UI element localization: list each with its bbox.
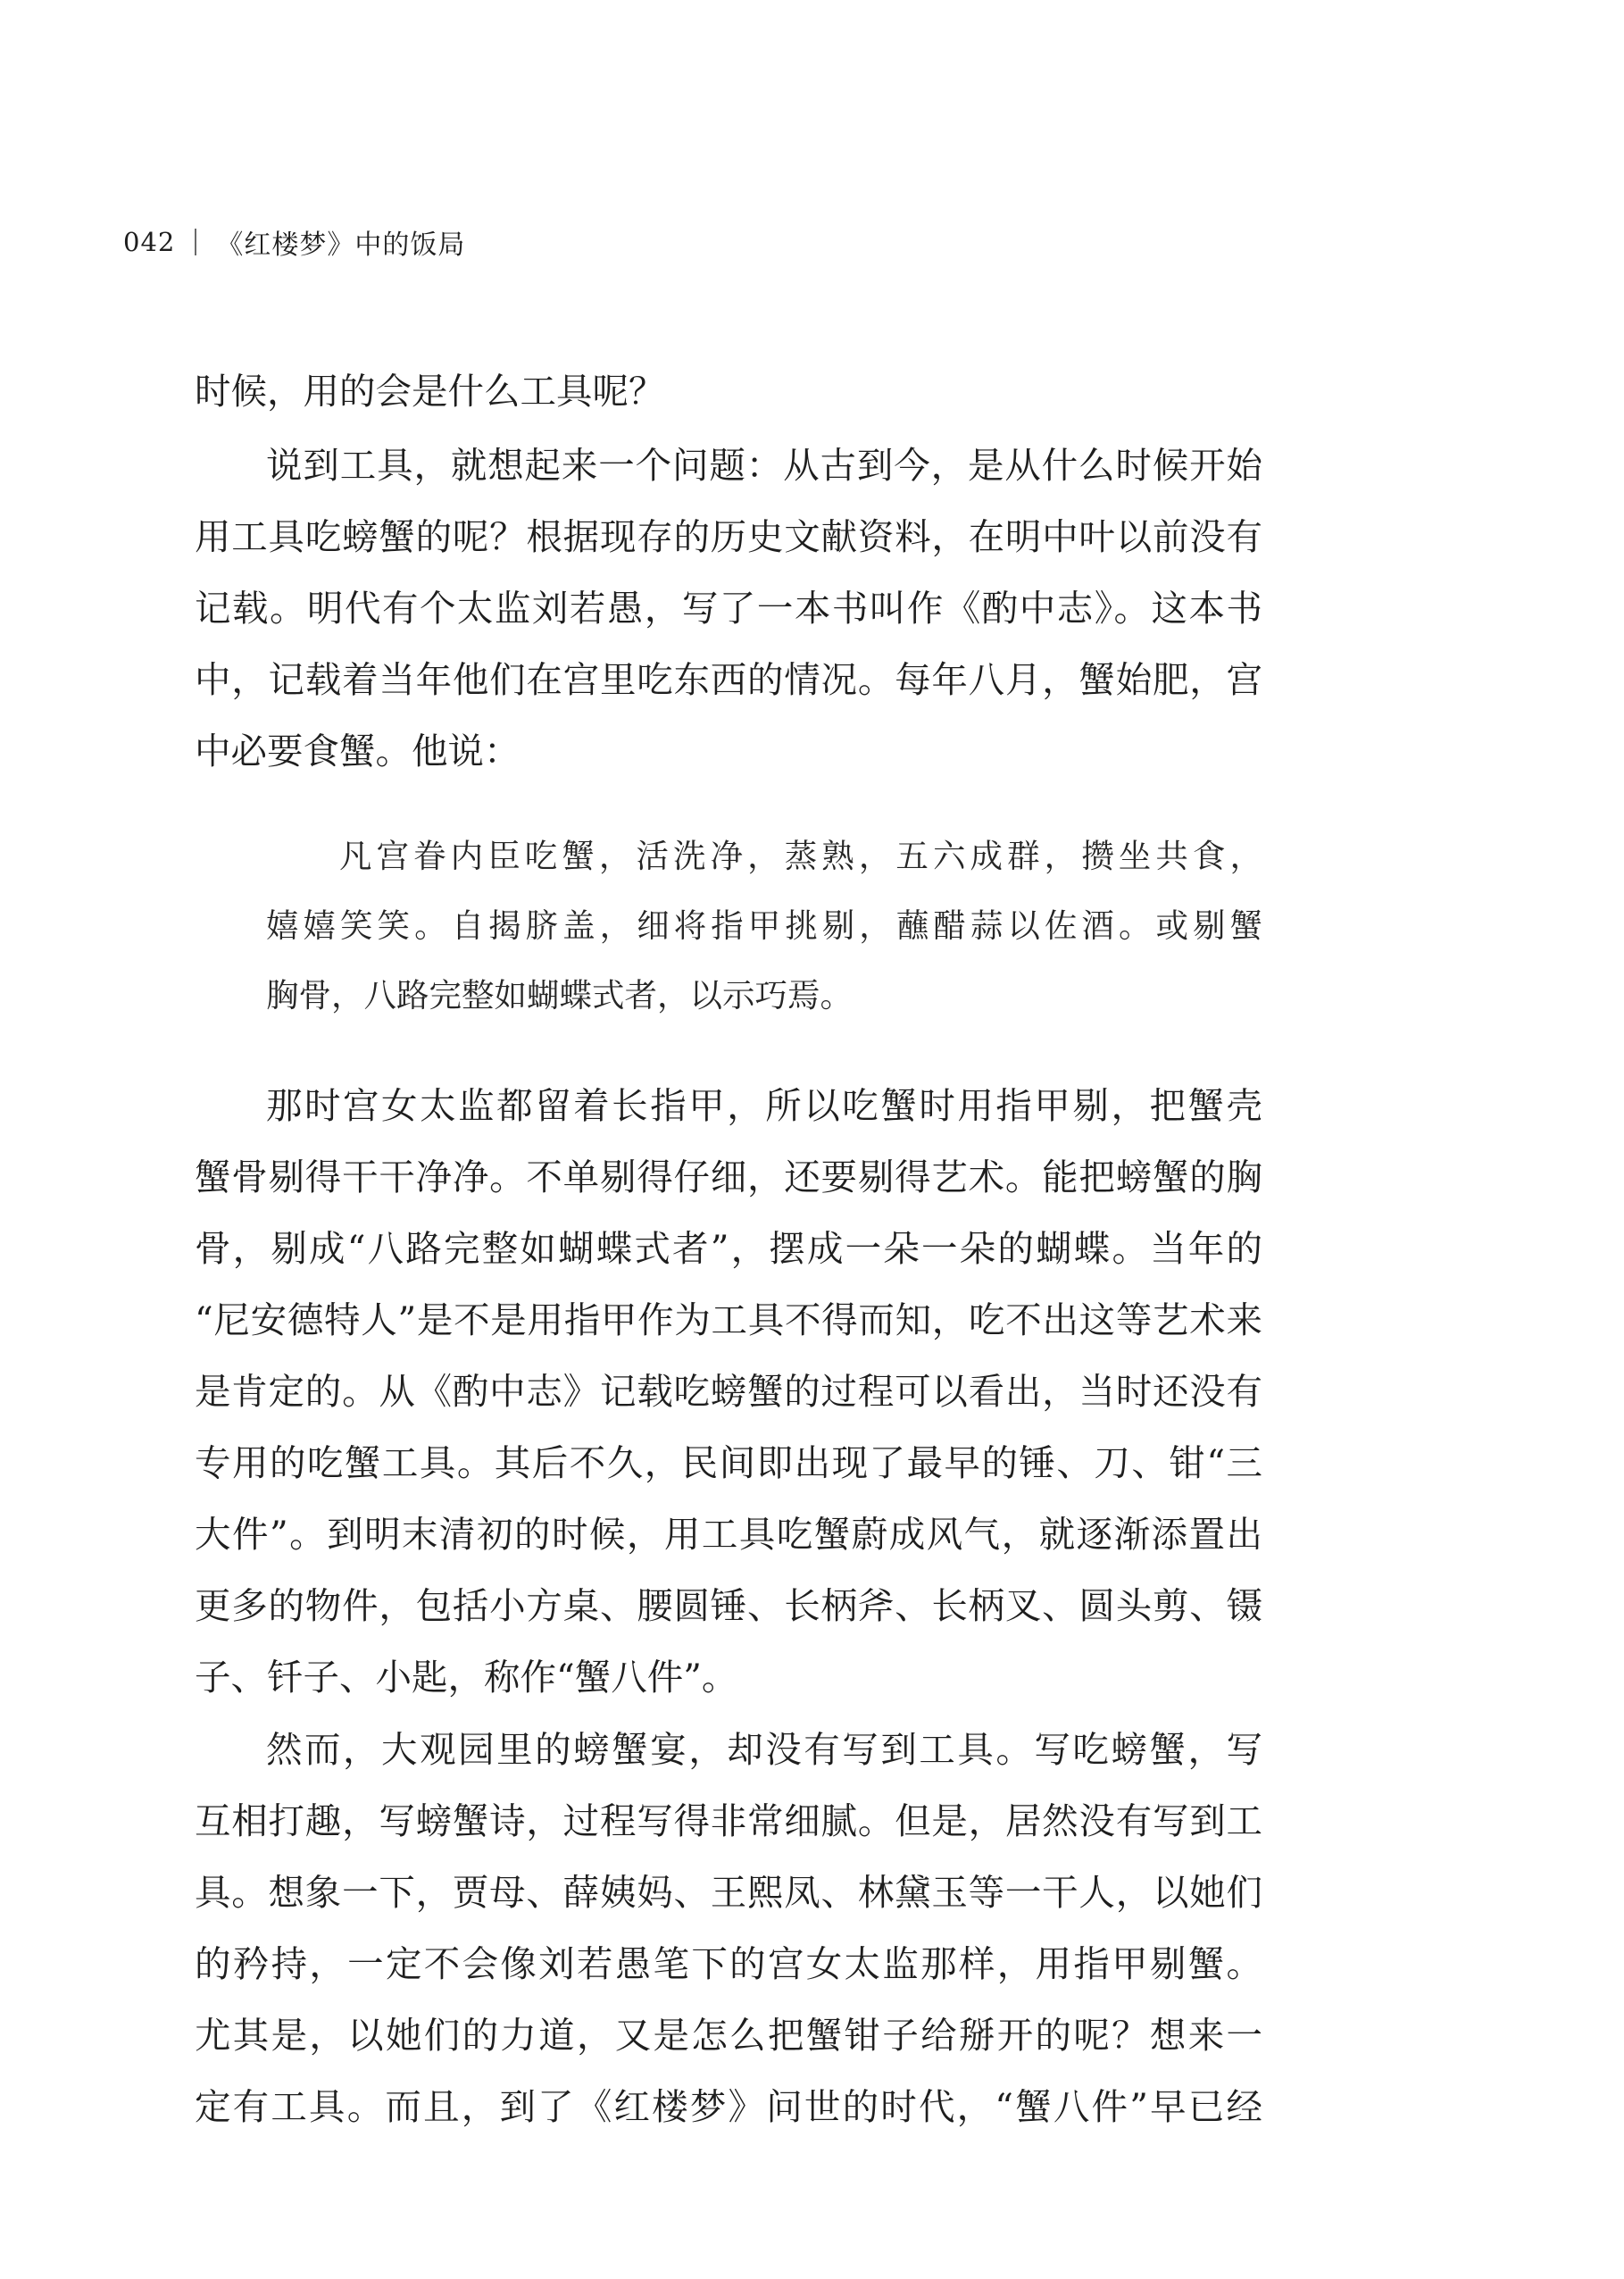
text-line: 记载。明代有个太监刘若愚，写了一本书叫作《酌中志》。这本书 (195, 587, 1262, 630)
text-line: 的矜持，一定不会像刘若愚笔下的宫女太监那样，用指甲剔蟹。 (195, 1942, 1262, 1985)
text-line: 大件”。到明末清初的时候，用工具吃蟹蔚成风气，就逐渐添置出 (195, 1513, 1262, 1556)
quote-line: 凡宫眷内臣吃蟹，活洗净，蒸熟，五六成群，攒坐共食， (339, 837, 1262, 875)
text-line: 定有工具。而且，到了《红楼梦》问世的时代，“蟹八件”早已经 (195, 2085, 1262, 2128)
header-divider (195, 229, 196, 255)
page-number: 042 (123, 227, 176, 257)
paragraph-first-line: 说到工具，就想起来一个问题：从古到今，是从什么时候开始 (266, 444, 1262, 487)
text-line: 是肯定的。从《酌中志》记载吃螃蟹的过程可以看出，当时还没有 (195, 1370, 1262, 1413)
paragraph-first-line: 那时宫女太监都留着长指甲，所以吃蟹时用指甲剔，把蟹壳 (266, 1084, 1262, 1127)
text-line: 用工具吃螃蟹的呢？根据现存的历史文献资料，在明中叶以前没有 (195, 515, 1262, 558)
text-line: 互相打趣，写螃蟹诗，过程写得非常细腻。但是，居然没有写到工 (195, 1799, 1262, 1842)
text-line: 专用的吃蟹工具。其后不久，民间即出现了最早的锤、刀、钳“三 (195, 1441, 1262, 1484)
book-title: 《红楼梦》中的饭局 (216, 230, 466, 261)
text-line: 具。想象一下，贾母、薛姨妈、王熙凤、林黛玉等一干人，以她们 (195, 1871, 1262, 1914)
text-line: 尤其是，以她们的力道，又是怎么把蟹钳子给掰开的呢？想来一 (195, 2014, 1262, 2057)
text-line: 时候，用的会是什么工具呢？ (195, 370, 665, 413)
text-line: 子、钎子、小匙，称作“蟹八件”。 (195, 1656, 738, 1699)
paragraph-first-line: 然而，大观园里的螃蟹宴，却没有写到工具。写吃螃蟹，写 (266, 1728, 1262, 1771)
text-line: 骨，剔成“八路完整如蝴蝶式者”，摆成一朵一朵的蝴蝶。当年的 (195, 1227, 1262, 1270)
text-line: “尼安德特人”是不是用指甲作为工具不得而知，吃不出这等艺术来 (195, 1298, 1262, 1341)
quote-line: 胸骨，八路完整如蝴蝶式者，以示巧焉。 (266, 976, 853, 1014)
text-line: 蟹骨剔得干干净净。不单剔得仔细，还要剔得艺术。能把螃蟹的胸 (195, 1156, 1262, 1198)
text-line: 中，记载着当年他们在宫里吃东西的情况。每年八月，蟹始肥，宫 (195, 658, 1262, 701)
running-header (123, 221, 465, 263)
quote-line: 嬉嬉笑笑。自揭脐盖，细将指甲挑剔，蘸醋蒜以佐酒。或剔蟹 (266, 906, 1262, 945)
text-line: 更多的物件，包括小方桌、腰圆锤、长柄斧、长柄叉、圆头剪、镊 (195, 1584, 1262, 1627)
text-line: 中必要食蟹。他说： (195, 730, 521, 772)
